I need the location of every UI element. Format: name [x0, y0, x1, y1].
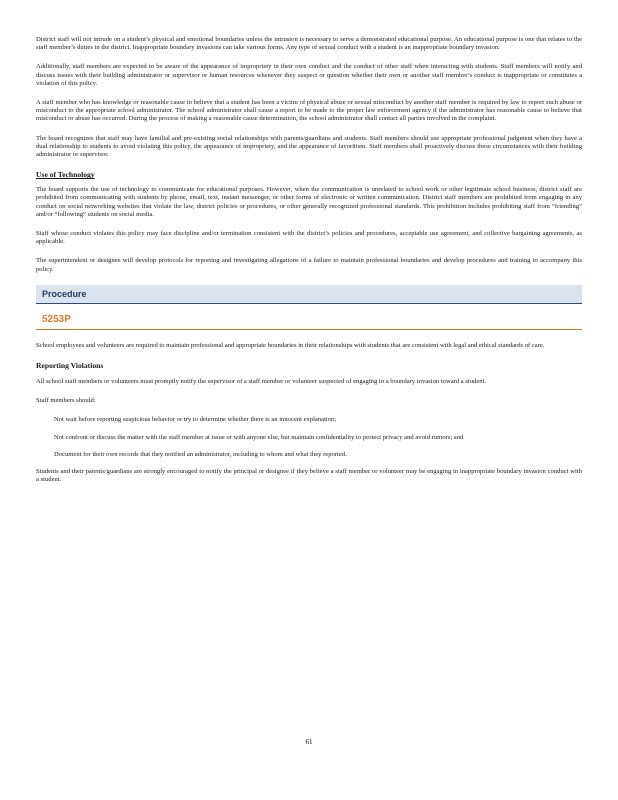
paragraph-discipline: Staff whose conduct violates this policy may face discipline and/or termination consistent with the district’s policies and procedures, acceptable use agreement, and collective bargaining agreements, as applicable.: [36, 230, 582, 246]
bullet-text: Not confront or discuss the matter with the staff member at issue or with anyone else, but maintain confidentiality to protect privacy and avoid rumors; and: [54, 433, 464, 441]
procedure-title: Procedure: [42, 288, 87, 299]
bullet-icon: [36, 416, 54, 424]
list-item: [36, 416, 582, 424]
paragraph-reporting-intro: All school staff members or volunteers must promptly notify the supervisor of a staff member or volunteer suspected of engaging in a boundary invasion toward a student.: [36, 378, 487, 386]
document-page: [36, 36, 582, 495]
bullet-icon: [36, 434, 54, 442]
procedure-code-text: 5253P: [42, 313, 71, 325]
paragraph-boundaries: District staff will not intrude on a student’s physical and emotional boundaries unless the intrusion is necessary to serve a demonstrated educational purpose. An educational purpose is one that relates to the staff member’s duties in the district. Inappropriate boundary invasions can take various forms. Any type of sexual conduct with a student is an inappropriate boundary invasion.: [36, 36, 582, 52]
paragraph-reporting-abuse: A staff member who has knowledge or reasonable cause to believe that a student has been a victim of physical abuse or sexual misconduct by another staff member is required by law to report such abuse or misconduct to the appropriate school administrator. The school administrator shall cause a report to be made to the proper law enforcement agency if the administrator has reasonable cause to believe that misconduct or abuse has occurred. During the process of making a reasonable cause determination, the school administrator shall contact all parties involved in the complaint.: [36, 99, 582, 123]
paragraph-dual-relationships: The board recognizes that staff may have familial and pre-existing social relationships with parents/guardians and students. Staff members should use appropriate professional judgment when they have a dual relationship to students to avoid violating this policy, the appearance of impropriety, and the appearance of favoritism. Staff members shall proactively discuss these circumstances with their building administrator or supervisor.: [36, 134, 582, 159]
paragraph-procedure-intro: School employees and volunteers are required to maintain professional and appropriate boundaries in their relationships with students that are consistent with legal and ethical standards of care.: [36, 341, 545, 349]
paragraph-student-notify: Students and their parents/guardians are strongly encouraged to notify the principal or designee if they believe a staff member or volunteer may be engaging in inappropriate boundary invasion conduct with a student.: [36, 468, 582, 484]
paragraph-technology-use: The board supports the use of technology to communicate for educational purposes. However, when the communication is unrelated to school work or other legitimate school business, district staff are prohibited from communicating with students by phone, email, text, instant messenger, or other forms of electronic or written communication. District staff members are prohibited from engaging in any conduct on social networking websites that violate the law, district policies or procedures, or other generally recognized professional standards. This prohibition includes prohibiting staff from “friending” and/or “following” students on social media.: [36, 186, 582, 218]
page-number: 61: [305, 738, 313, 746]
reporting-heading: Reporting Violations: [36, 361, 104, 371]
bullet-text: Not wait before reporting suspicious behavior or try to determine whether there is an innocent explanation;: [54, 416, 337, 424]
technology-heading: Use of Technology: [36, 170, 95, 180]
bullet-icon: [36, 451, 54, 459]
paragraph-impropriety: Additionally, staff members are expected to be aware of the appearance of impropriety in their own conduct and the conduct of other staff when interacting with students. Staff members will notify and discuss issues with their building administrator or supervisor or human resources whenever they suspect or question whether their own or another staff member’s conduct is inappropriate or constitutes a violation of this policy.: [36, 63, 582, 87]
procedure-header: [36, 285, 582, 304]
staff-should-label: Staff members should:: [36, 397, 96, 405]
list-item: [36, 434, 582, 442]
procedure-code: [36, 312, 582, 330]
bullet-text: Document for their own records that they notified an administrator, including to whom and what they reported.: [54, 450, 347, 458]
list-item: [36, 451, 582, 459]
paragraph-protocols: The superintendent or designee will develop protocols for reporting and investigating allegations of a failure to maintain professional boundaries and develop procedures and training to accompany this policy.: [36, 257, 582, 273]
